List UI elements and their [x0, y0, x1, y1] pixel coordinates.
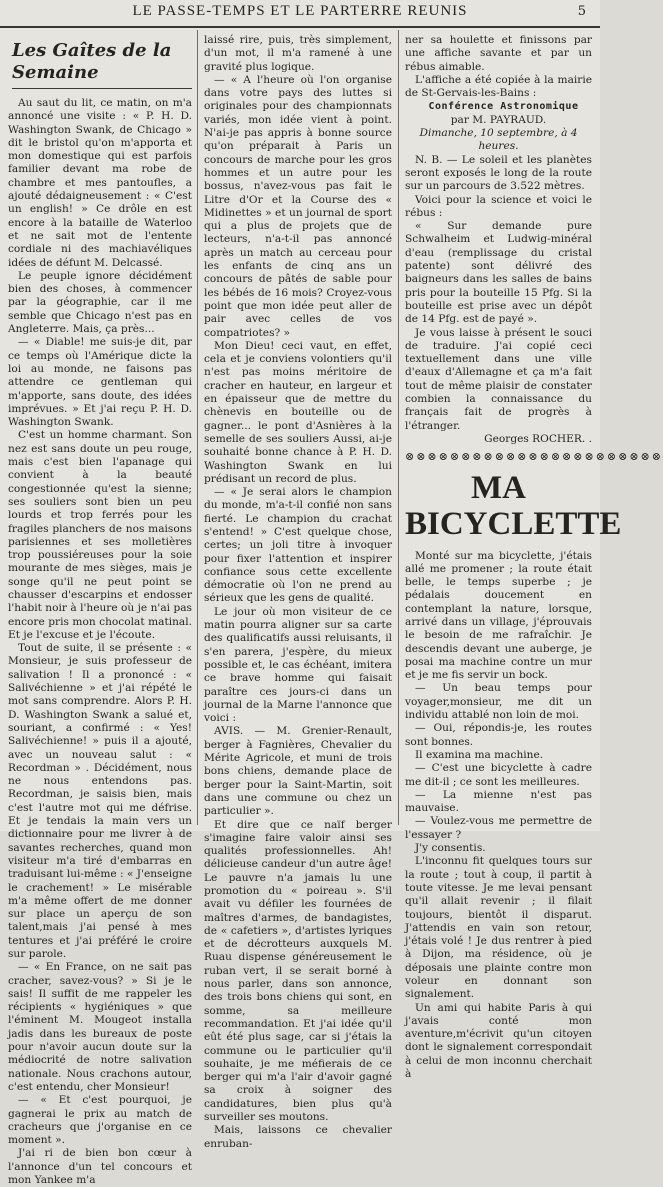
paragraph: — « Je serai alors le champion du monde, m'a-t-il confié non sans fierté. Le champion du crachat s'entend! » C'est quelque chose, certes; un joli titre à invoquer pour fixer l'attention et inspirer confiance sous cette excellente démocratie où l'on ne prend au sérieux que les gens de qualité. — [204, 486, 392, 605]
column-1 — [8, 34, 193, 1187]
paragraph: J'ai ri de bien bon cœur à l'annonce d'un tel concours et mon Yankee m'a — [8, 1147, 192, 1187]
conference-heading: Conférence Astronomique — [428, 101, 579, 113]
paragraph: Mon Dieu! ceci vaut, en effet, cela et je conviens volontiers qu'il n'est pas moins méritoire de cracher en hauteur, en largeur et en épaisseur que de mettre du chènevis en bouteille ou de gagner... le pont d'Asnières à la semelle de ses souliers Aussi, ai-je souhaité bonne chance à P. H. D. Washington Swank en lui prédisant un record de plus. — [204, 339, 392, 485]
paragraph: Et dire que ce naïf berger s'imagine faire valoir ainsi ses qualités professionnelles. Ah! délicieuse candeur d'un autre âge! Le pauvre n'a jamais lu une promotion du « poireau ». S'il avait vu défiler les fournées de maîtres d'armes, de bandagistes, de « cafetiers », d'artistes lyriques et de décrotteurs auxquels M. Ruau dispense généreusement le ruban vert, il se serait borné à nous parler, dans son annonce, des trois bons chiens qui sont, en somme, sa meilleure recommandation. Et j'ai idée qu'il eût été plus sage, car si j'étais la commune ou le particulier qu'il souhaite, je me méfierais de ce berger qui m'a l'air d'avoir gagné sa croix à soigner des candidatures, bien plus qu'à surveiller ses moutons. — [204, 818, 392, 1124]
page-header — [0, 0, 600, 28]
paragraph: — Voulez-vous me permettre de l'essayer ? — [405, 815, 592, 841]
paragraph: Tout de suite, il se présente : « Monsieur, je suis professeur de salivation ! Il a prononcé : « Salivéchienne » et j'ai répété le mot sans comprendre. Alors P. H. D. Washington Swank a salué et, souriant, a confirmé : « Yes! Salivéchienne! » puis il a ajouté, avec un nouveau salut : « Recordman » . Décidément, nous ne nous entendons pas. Recordman, je saisis bien, mais c'est l'autre mot qui me défrise. Et je tendais la main vers un dictionnaire pour me livrer à de savantes recherches, quand mon visiteur m'a tiré d'embarras en traduisant lui-même : « J'enseigne le crachement! » Le misérable m'a même offert de me donner sur place un aperçu de son talent,mais j'ai pensé à mes tentures et j'ai préféré le croire sur parole. — [8, 642, 193, 960]
newspaper-title: LE PASSE-TEMPS ET LE PARTERRE REUNIS — [132, 3, 468, 19]
article-headline: Les Gaîtes de la Semaine — [12, 40, 172, 83]
column-3 — [405, 34, 663, 1081]
paragraph: Le peuple ignore décidément bien des choses, à commencer par la géographie, car il me semble que Chicago n'est pas en Angleterre. Mais, ça près... — [8, 269, 192, 336]
paragraph: « Sur demande pure Schwalheim et Ludwig-minéral d'eau (remplissage du cristal patente) sont délivré des baigneurs dans les salles de bains pris pour la bouteille 15 Pfg. Si la bouteille est prise avec un dépôt de 14 Pfg. est de payé ». — [405, 220, 592, 326]
paragraph: — « Diable! me suis-je dit, par ce temps où l'Amérique dicte la loi au monde, ne faisons pas attendre ce gentleman qui m'apporte, sans doute, des idées imprévues. » Et j'ai reçu P. H. D. Washington Swank. — [8, 336, 192, 429]
conference-date: Dimanche, 10 septembre, à 4 heures. — [419, 127, 578, 153]
paragraph: Monté sur ma bicyclette, j'étais allé me promener ; la route était belle, le temps superbe ; je pédalais doucement en contemplant la nature, lorsque, arrivé dans un village, j'éprouvais le besoin de me rafraîchir. Je descendis devant une auberge, je posai ma machine contre un mur et je me fis servir un bock. — [405, 549, 592, 682]
signature: Georges ROCHER. . — [484, 432, 592, 445]
paragraph: AVIS. — M. Grenier-Renault, berger à Fagnières, Chevalier du Mérite Agricole, et muni de trois bons chiens, demande place de berger pour la Saint-Martin, soit dans une commune ou chez un particulier ». — [204, 725, 392, 818]
paragraph: C'est un homme charmant. Son nez est sans doute un peu rouge, mais c'est bien l'apanage qui convient à la beauté congestionnée qu'est la sienne; ses souliers sont bien un peu lourds et trop ferrés pour les fragiles planchers de nos maisons parisiennes et ses molletières trop poussiéreuses pour la soie mourante de mes sièges, mais je songe qu'il ne peut point se chausser d'escarpins et endosser l'habit noir à l'heure où je n'ai pas encore pris mon chocolat matinal. Et je l'excuse et je l'écoute. — [8, 429, 192, 641]
column-2 — [204, 34, 392, 1150]
paragraph: — Un beau temps pour voyager,monsieur, me dit un individu attablé non loin de moi. — [405, 682, 592, 722]
paragraph: — « A l'heure où l'on organise dans votre pays des luttes si originales pour des championnats variés, mon idée vient à point. N'ai-je pas appris à bonne source qu'on préparait à Paris un concours de marche pour les gros hommes et un autre pour les bossus, n'avez-vous pas fait le Litre d'Or et la Course des « Midinettes » et un journal de sport qui a plus de projets que de lecteurs, n'a-t-il pas annoncé après un match au cerceau pour les enfants de cinq ans un concours de pâtés de sable pour les bébés de 16 mois? Croyez-vous point que mon idée peut aller de pair avec celles de vos compatriotes? » — [204, 73, 392, 339]
paragraph: ner sa houlette et finissons par une affiche savante et par un rébus aimable. — [405, 34, 592, 73]
paragraph: — C'est une bicyclette à cadre me dit-il ; ce sont les meilleures. — [405, 762, 592, 788]
paragraph: Au saut du lit, ce matin, on m'a annoncé une visite : « P. H. D. Washington Swank, de Chicago » dit le bristol qu'on m'apporta et mon domestique qui est parfois familier devant ma robe de chambre et mes pantoufles, a ajouté dédaigneusement : « C'est un english! » Ce drôle en est encore à la bataille de Waterloo et ne sait mot de l'entente cordiale ni des machiavéliques idées de défunt M. Delcassé. — [8, 97, 192, 269]
paragraph: Mais, laissons ce chevalier enruban- — [204, 1124, 392, 1150]
paragraph: Il examina ma machine. — [415, 748, 544, 761]
headline-underline — [12, 88, 192, 89]
paragraph: N. B. — Le soleil et les planètes seront exposés le long de la route sur un parcours de 3.522 mètres. — [405, 153, 592, 193]
paragraph: L'affiche a été copiée à la mairie de St-Gervais-les-Bains : — [405, 73, 592, 100]
paragraph: Voici pour la science et voici le rébus : — [405, 193, 592, 219]
paragraph: Un ami qui habite Paris à qui j'avais conté mon aventure,m'écrivit qu'un citoyen dont le signalement correspondait à celui de mon inconnu cherchait à — [405, 1001, 592, 1081]
paragraph: — Oui, répondis-je, les routes sont bonnes. — [405, 722, 592, 748]
page-number: 5 — [577, 4, 586, 19]
paragraph: — La mienne n'est pas mauvaise. — [405, 788, 592, 815]
column-divider — [197, 30, 198, 825]
conference-by: par M. PAYRAUD. — [450, 113, 547, 126]
story-title: MA BICYCLETTE — [405, 469, 622, 542]
paragraph: J'y consentis. — [415, 842, 486, 855]
paragraph: — « Et c'est pourquoi, je gagnerai le prix au match de cracheurs que j'organise en ce moment ». — [8, 1094, 192, 1147]
paragraph: Le jour où mon visiteur de ce matin pourra aligner sur sa carte des qualificatifs aussi reluisants, il s'en parera, j'espère, du mieux possible et, le cas échéant, imitera ce brave homme qui faisait paraître ces jours-ci dans un journal de la Marne l'annonce que voici : — [204, 605, 392, 725]
paragraph: laissé rire, puis, très simplement, d'un mot, il m'a ramené à une gravité plus logique. — [204, 34, 392, 73]
paragraph: — « En France, on ne sait pas cracher, savez-vous? » Si je le sais! Il suffit de me rappeler les récipients « hygiéniques » que l'éminent M. Mougeot installa jadis dans les bureaux de poste pour n'avoir aucun doute sur la médiocrité de notre salivation nationale. Nous crachons autour, c'est entendu, cher Monsieur! — [8, 961, 192, 1093]
paragraph: L'inconnu fit quelques tours sur la route ; tout à coup, il partit à toute vitesse. Je me levai pensant qu'il allait revenir ; il filait toujours, bientôt il disparut. J'attendis en vain son retour, j'étais volé ! Je dus rentrer à pied à Dijon, ma résidence, où je déposais une plainte contre mon voleur en donnant son signalement. — [405, 855, 592, 1001]
column-divider — [398, 30, 399, 825]
ornament-divider: ⊗⊗⊗⊗⊗⊗⊗⊗⊗⊗⊗⊗⊗⊗⊗⊗⊗⊗⊗⊗⊗⊗⊗ — [405, 450, 663, 464]
paragraph: Je vous laisse à présent le souci de traduire. J'ai copié ceci textuellement dans une ville d'eaux d'Allemagne et ça m'a fait tout de même plaisir de constater combien la connaissance du français fait de progrès à l'étranger. — [405, 326, 592, 432]
